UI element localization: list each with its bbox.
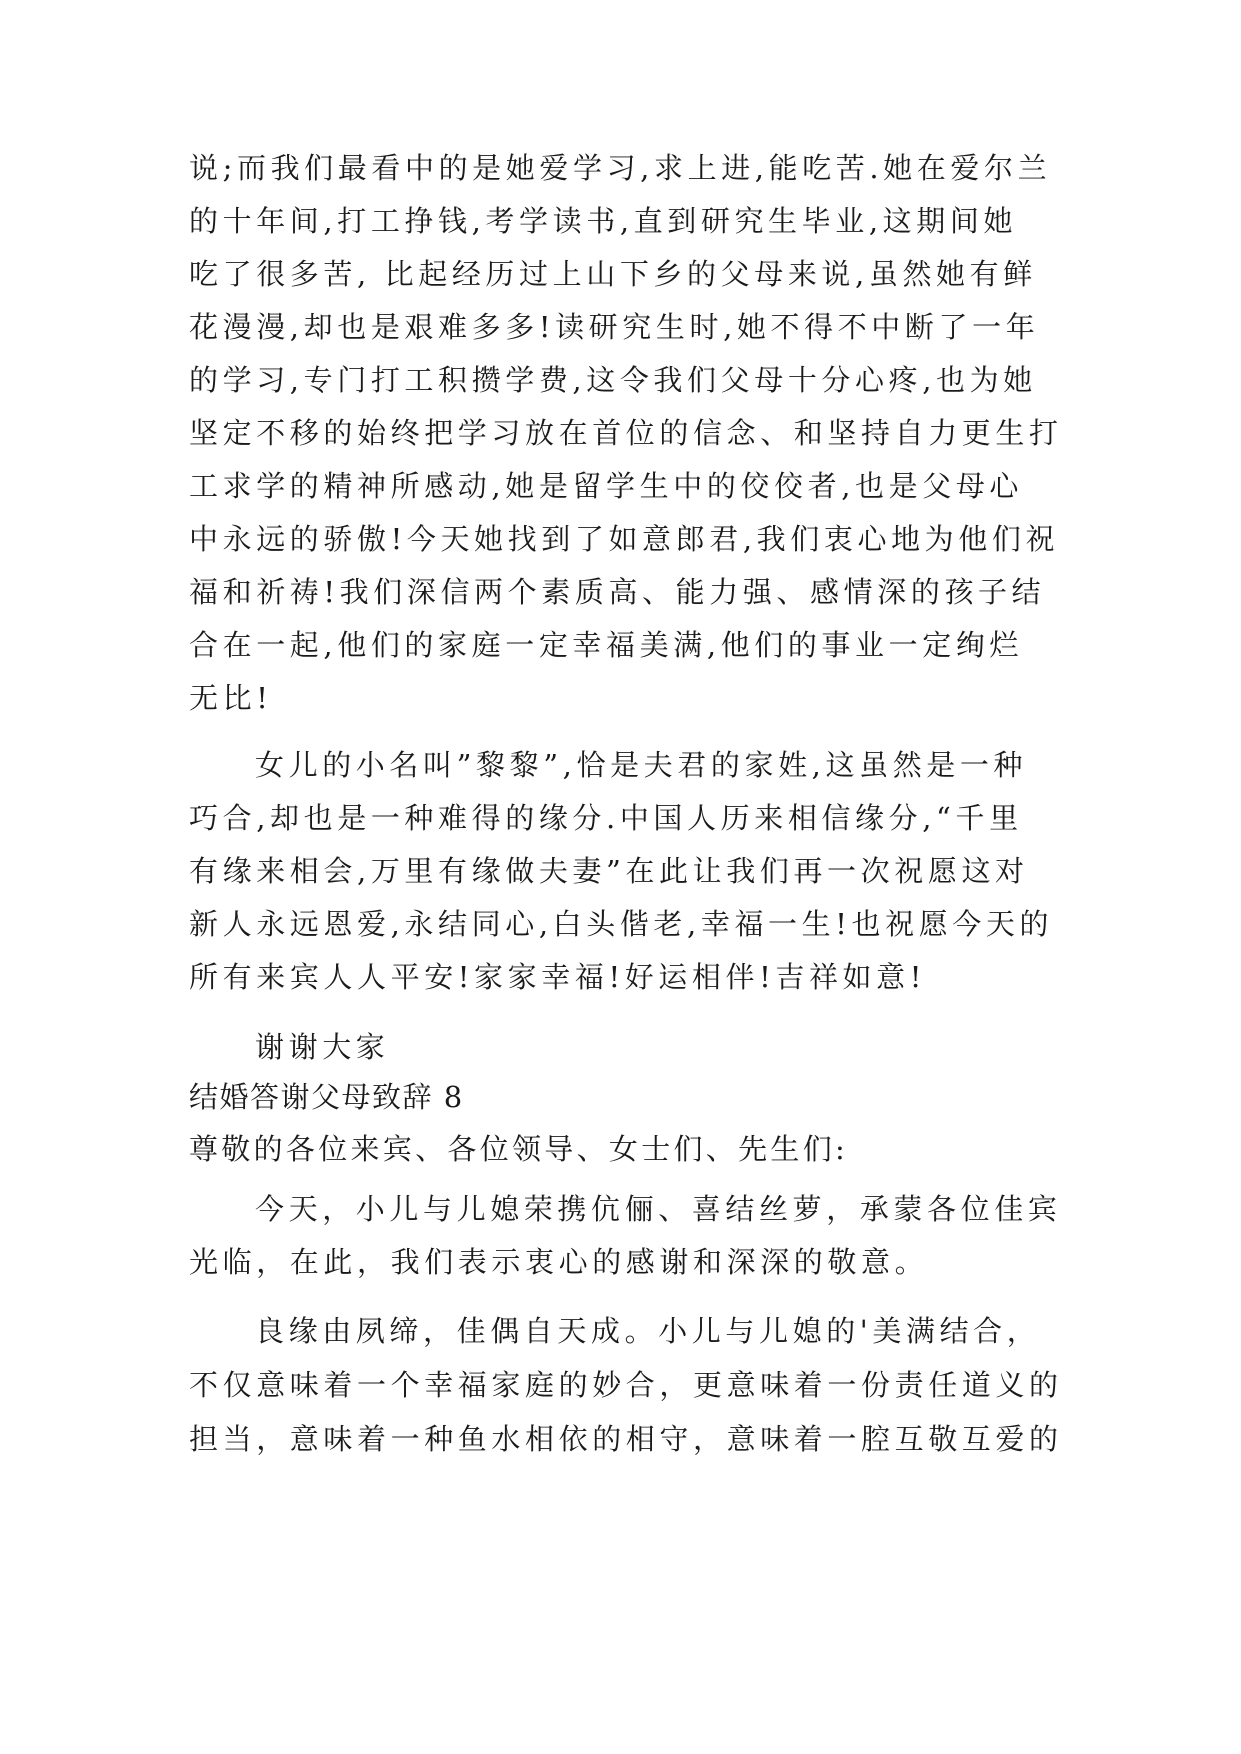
paragraph-line: 良缘由夙缔，佳偶自天成。小儿与儿媳的'美满结合， xyxy=(255,1314,1041,1348)
paragraph-line: 有缘来相会,万里有缘做夫妻”在此让我们再一次祝愿这对 xyxy=(189,854,1029,888)
paragraph-line: 所有来宾人人平安!家家幸福!好运相伴!吉祥如意! xyxy=(189,960,927,994)
paragraph-line: 合在一起,他们的家庭一定幸福美满,他们的事业一定绚烂 xyxy=(189,628,1024,662)
paragraph-line: 光临，在此，我们表示衷心的感谢和深深的敬意。 xyxy=(189,1245,929,1279)
paragraph-line: 中永远的骄傲!今天她找到了如意郎君,我们衷心地为他们祝 xyxy=(189,522,1060,556)
paragraph-line: 今天，小儿与儿媳荣携伉俪、喜结丝萝，承蒙各位佳宾 xyxy=(255,1192,1062,1226)
paragraph-line: 巧合,却也是一种难得的缘分.中国人历来相信缘分,“千里 xyxy=(189,801,1023,835)
section-title: 结婚答谢父母致辞 8 xyxy=(189,1080,464,1114)
paragraph-line: 工求学的精神所感动,她是留学生中的佼佼者,也是父母心 xyxy=(189,469,1024,503)
paragraph-line: 花漫漫,却也是艰难多多!读研究生时,她不得不中断了一年 xyxy=(189,310,1040,344)
paragraph-line: 担当，意味着一种鱼水相依的相守，意味着一腔互敬互爱的 xyxy=(189,1422,1063,1456)
salutation: 尊敬的各位来宾、各位领导、女士们、先生们: xyxy=(189,1132,849,1166)
paragraph-line: 吃了很多苦, 比起经历过上山下乡的父母来说,虽然她有鲜 xyxy=(189,257,1037,291)
paragraph-line: 新人永远恩爱,永结同心,白头偕老,幸福一生!也祝愿今天的 xyxy=(189,907,1054,941)
paragraph-line: 无比! xyxy=(189,681,273,715)
paragraph-line: 女儿的小名叫”黎黎”,恰是夫君的家姓,这虽然是一种 xyxy=(255,748,1028,782)
paragraph-line: 不仅意味着一个幸福家庭的妙合，更意味着一份责任道义的 xyxy=(189,1368,1063,1402)
paragraph-line: 福和祈祷!我们深信两个素质高、能力强、感情深的孩子结 xyxy=(189,575,1046,609)
paragraph-line: 的十年间,打工挣钱,考学读书,直到研究生毕业,这期间她 xyxy=(189,204,1018,238)
closing-thanks: 谢谢大家 xyxy=(255,1030,390,1064)
paragraph-line: 的学习,专门打工积攒学费,这令我们父母十分心疼,也为她 xyxy=(189,363,1037,397)
paragraph-line: 坚定不移的始终把学习放在首位的信念、和坚持自力更生打 xyxy=(189,416,1063,450)
paragraph-line: 说;而我们最看中的是她爱学习,求上进,能吃苦.她在爱尔兰 xyxy=(189,151,1052,185)
